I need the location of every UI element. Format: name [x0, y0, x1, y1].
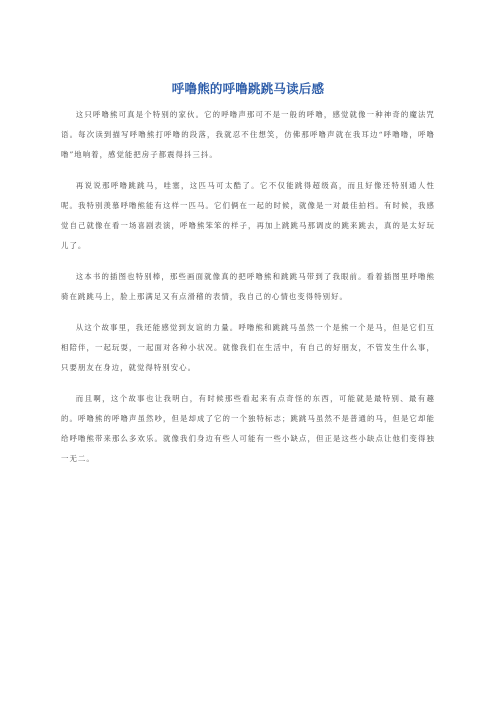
paragraph: 而且啊，这个故事也让我明白，有时候那些看起来有点奇怪的东西，可能就是最特别、最有趣的。呼噜熊的呼噜声虽然吵，但是却成了它的一个独特标志；跳跳马虽然不是普通的马，但是它却能给呼噜熊带来那么多欢乐。就像我们身边有些人可能有一些小缺点，但正是这些小缺点让他们变得独一无二。 — [61, 394, 435, 463]
document-body — [61, 105, 435, 480]
paragraph: 这只呼噜熊可真是个特别的家伙。它的呼噜声那可不是一般的呼噜，感觉就像一种神奇的魔法咒语。每次读到描写呼噜熊打呼噜的段落，我就忍不住想笑，仿佛那呼噜声就在我耳边“呼噜噜，呼噜噜”地响着，感觉能把房子都震得抖三抖。 — [61, 110, 435, 159]
paragraph: 这本书的插图也特别棒，那些画面就像真的把呼噜熊和跳跳马带到了我眼前。看着插图里呼噜熊骑在跳跳马上，脸上那满足又有点滑稽的表情，我自己的心情也变得特别好。 — [61, 272, 435, 301]
paragraph: 从这个故事里，我还能感觉到友谊的力量。呼噜熊和跳跳马虽然一个是熊一个是马，但是它们互相陪伴，一起玩耍，一起面对各种小状况。就像我们在生活中，有自己的好朋友，不管发生什么事，只要朋友在身边，就觉得特别安心。 — [61, 323, 435, 372]
paragraph: 再说说那呼噜跳跳马，哇塞，这匹马可太酷了。它不仅能跳得超级高，而且好像还特别通人性呢。我特别羡慕呼噜熊能有这样一匹马。它们俩在一起的时候，就像是一对最佳拍档。有时候，我感觉自己就像在看一场喜剧表演，呼噜熊笨笨的样子，再加上跳跳马那调皮的跳来跳去，真的是太好玩儿了。 — [61, 181, 435, 250]
document-title: 呼噜熊的呼噜跳跳马读后感 — [171, 81, 325, 96]
